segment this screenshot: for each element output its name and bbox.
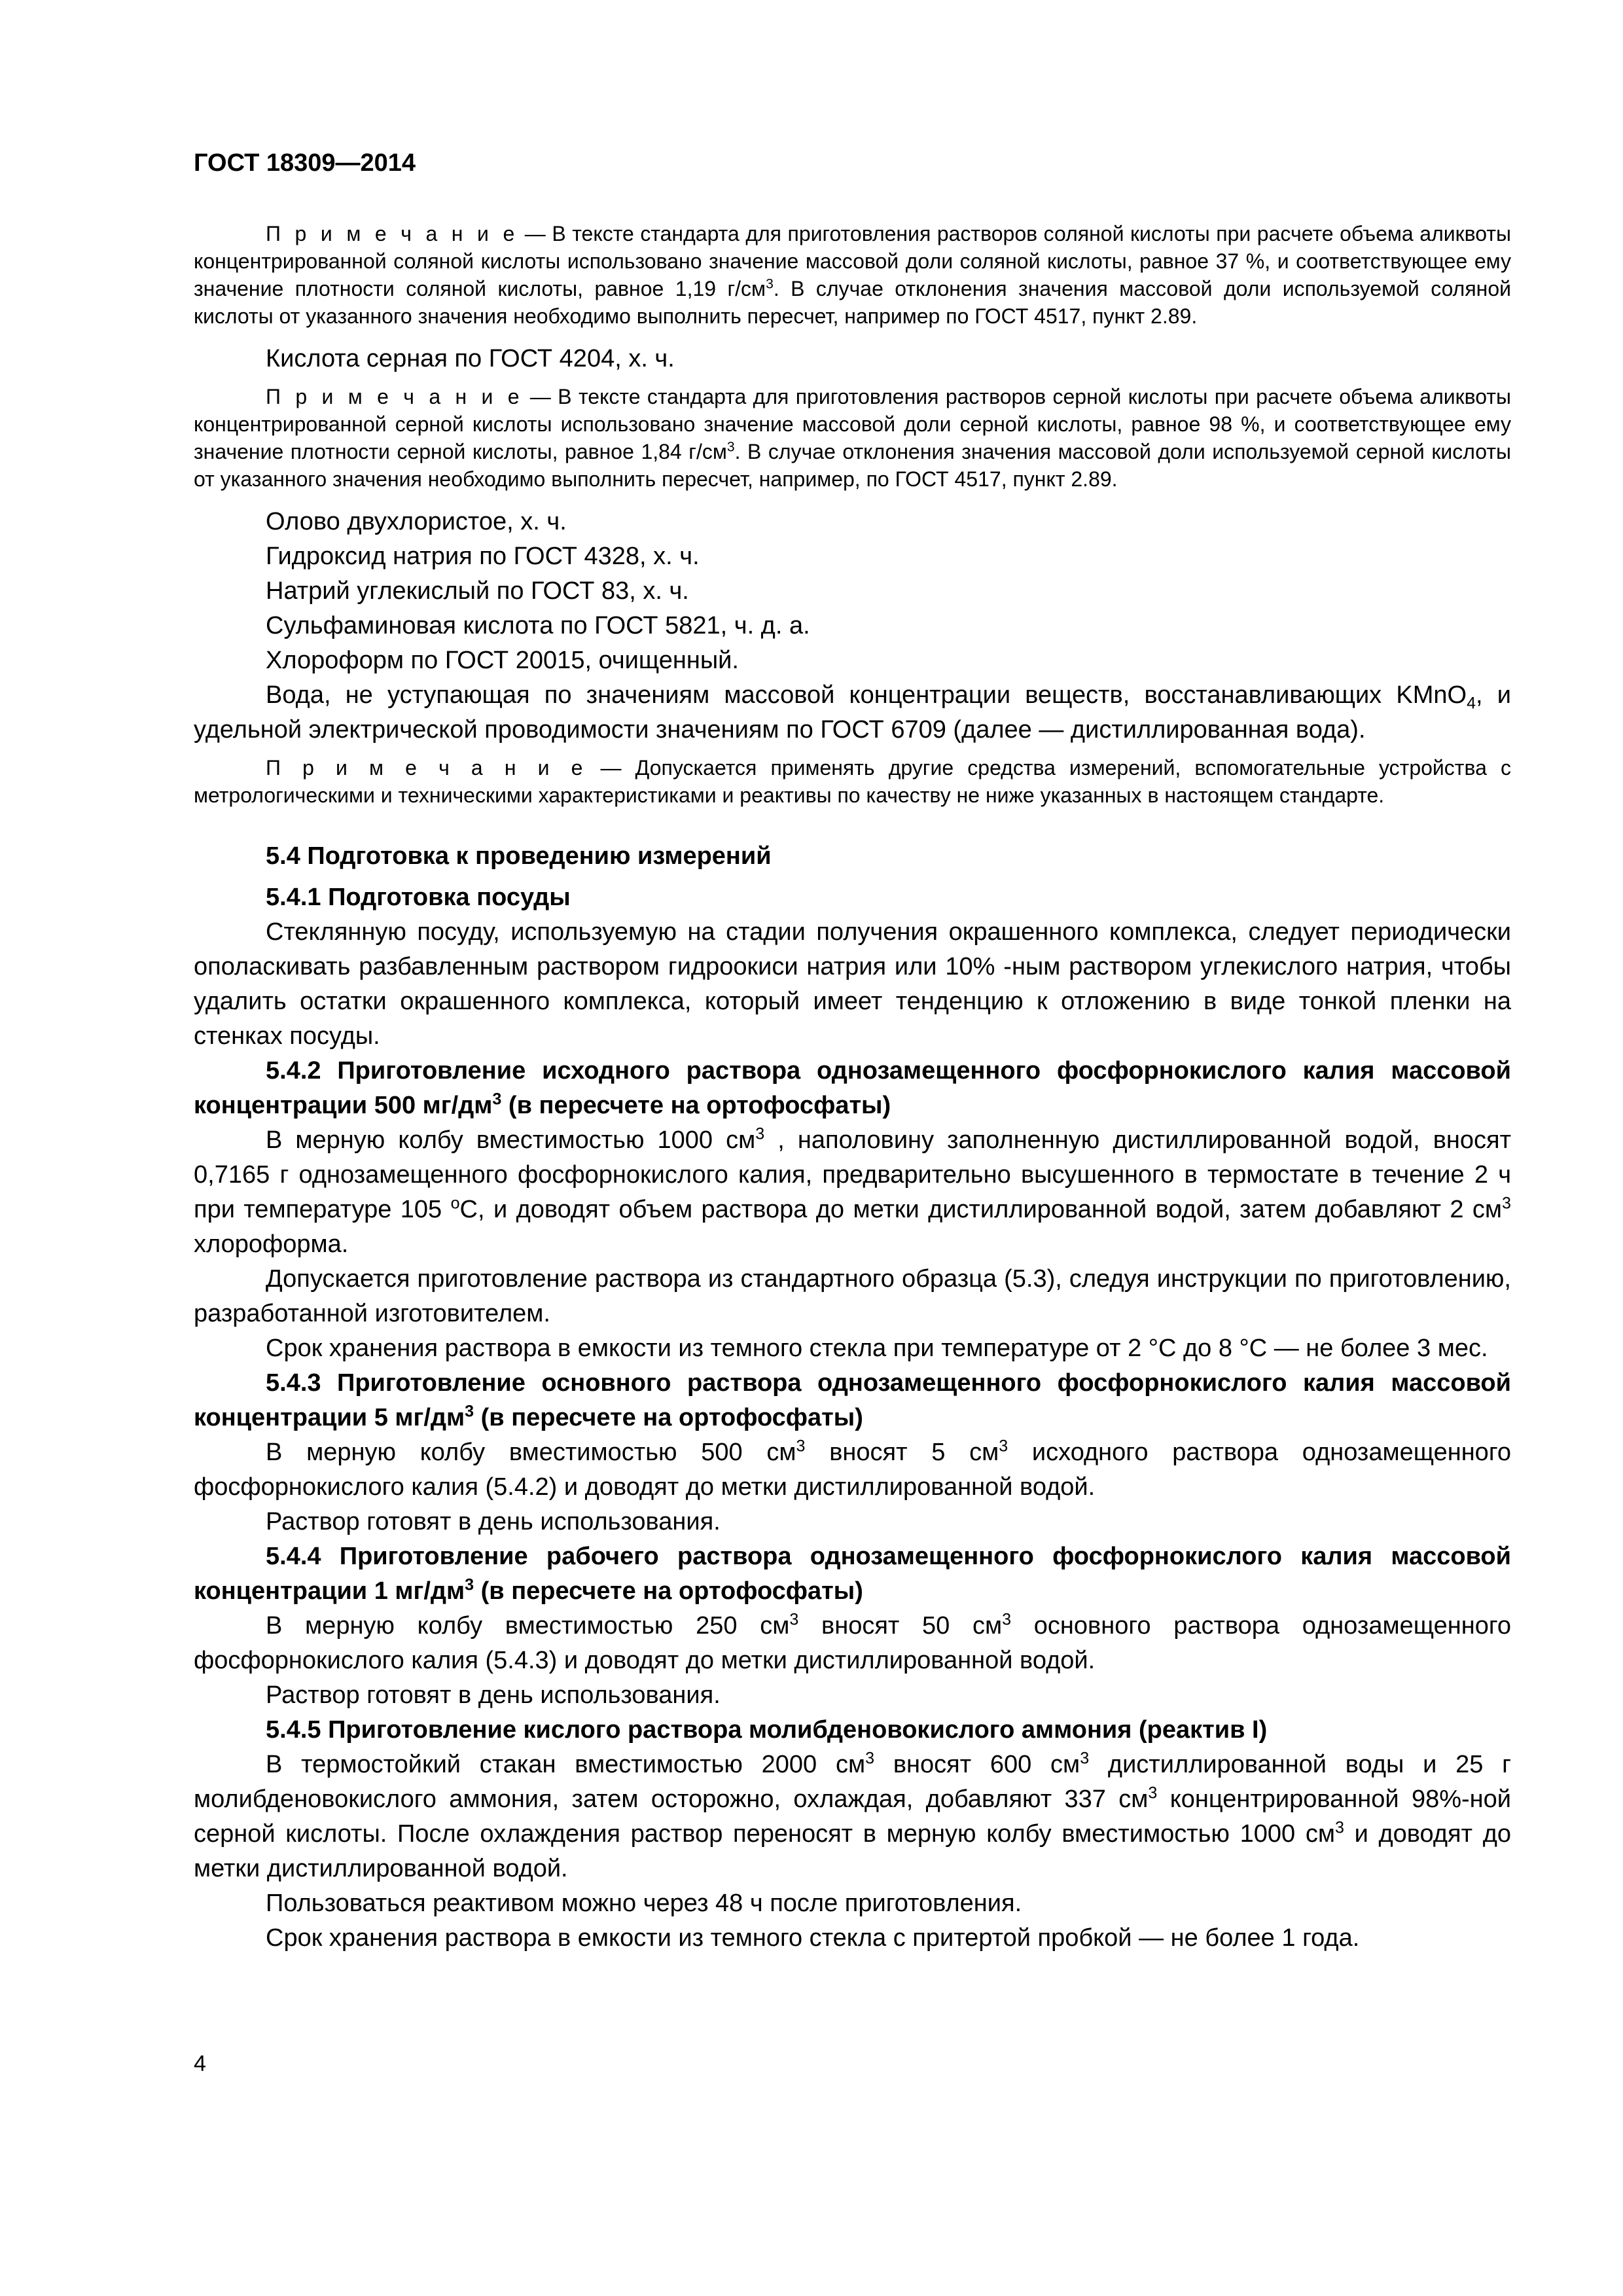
reagent-item: Натрий углекислый по ГОСТ 83, х. ч.	[266, 577, 689, 605]
note-label: П р и м е ч а н и е	[266, 756, 587, 780]
section-5-4-2-text: В мерную колбу вместимостью 1000 $см^3$ , наполовину заполненную дистиллированной водой, вносят 0,7165 г однозамещенного фосфорнокислого калия, предварительно высушенного в термостате в течение 2 ч при температуре 105 $^о$С, и доводят объем раствора до метки дистиллированной водой, затем добавляют 2 $см^3$ хлороформа.	[194, 1124, 1511, 1258]
document-id-header: ГОСТ 18309—2014	[194, 149, 416, 177]
note-hydrochloric-acid: П р и м е ч а н и е — В тексте стандарта для приготовления растворов соляной кислоты при расчете объема аликвоты концентрированной соляной кислоты использовано значение массовой доли соляной кислоты, равное 37 %, и соответствующее ему значение плотности соляной кислоты, равное 1,19 $г/см^3$. В случае отклонения значения массовой доли используемой соляной кислоты от указанного значения необходимо выполнить пересчет, например по ГОСТ 4517, пункт 2.89.	[194, 222, 1512, 328]
section-5-4-4-usage: Раствор готовят в день использования.	[266, 1681, 721, 1709]
section-5-4-3-text: В мерную колбу вместимостью 500 $см^3$ вносят 5 $см^3$ исходного раствора однозамещенного фосфорнокислого калия (5.4.2) и доводят до метки дистиллированной водой.	[194, 1437, 1511, 1501]
section-5-4-3-usage: Раствор готовят в день использования.	[266, 1508, 721, 1535]
note-equivalents: П р и м е ч а н и е — Допускается применять другие средства измерений, вспомогательные устройства с метрологическими и техническими характеристиками и реактивы по качеству не ниже указанных в настоящем стандарте.	[194, 756, 1511, 807]
section-5-4-2-title: 5.4.2 Приготовление исходного раствора однозамещенного фосфорнокислого калия массовой концентрации 500 $мг/дм^3$ (в пересчете на ортофосфаты)	[194, 1057, 1511, 1119]
reagent-sulfuric-acid: Кислота серная по ГОСТ 4204, х. ч.	[266, 345, 675, 372]
section-5-4-4-text: В мерную колбу вместимостью 250 $см^3$ вносят 50 $см^3$ основного раствора однозамещенного фосфорнокислого калия (5.4.3) и доводят до метки дистиллированной водой.	[194, 1610, 1511, 1674]
reagent-item: Хлороформ по ГОСТ 20015, очищенный.	[266, 647, 739, 674]
note-sulfuric-acid: П р и м е ч а н и е — В тексте стандарта для приготовления растворов серной кислоты при расчете объема аликвоты концентрированной серной кислоты использовано значение массовой доли серной кислоты, равное 98 %, и соответствующее ему значение плотности серной кислоты, равное 1,84 $г/см^3$. В случае отклонения значения массовой доли используемой серной кислоты от указанного значения необходимо выполнить пересчет, например, по ГОСТ 4517, пункт 2.89.	[194, 385, 1512, 491]
section-5-4-2-standard-sample: Допускается приготовление раствора из стандартного образца (5.3), следуя инструкции по приготовлению, разработанной изготовителем.	[194, 1265, 1511, 1327]
reagent-item: Сульфаминовая кислота по ГОСТ 5821, ч. д. а.	[266, 612, 810, 639]
section-5-4-3-title: 5.4.3 Приготовление основного раствора однозамещенного фосфорнокислого калия массовой концентрации 5 $мг/дм^3$ (в пересчете на ортофосфаты)	[194, 1369, 1511, 1431]
section-5-4-1-title: 5.4.1 Подготовка посуды	[266, 884, 571, 911]
note-label: П р и м е ч а н и е	[266, 385, 524, 408]
section-5-4-title: 5.4 Подготовка к проведению измерений	[266, 842, 772, 870]
section-5-4-5-storage: Срок хранения раствора в емкости из темного стекла с притертой пробкой — не более 1 года.	[266, 1924, 1360, 1952]
section-5-4-4-title: 5.4.4 Приготовление рабочего раствора однозамещенного фосфорнокислого калия массовой концентрации 1 $мг/дм^3$ (в пересчете на ортофосфаты)	[194, 1543, 1511, 1605]
section-5-4-5-title: 5.4.5 Приготовление кислого раствора молибденовокислого аммония (реактив I)	[266, 1716, 1268, 1744]
section-5-4-1-text: Стеклянную посуду, используемую на стадии получения окрашенного комплекса, следует периодически ополаскивать разбавленным раствором гидроокиси натрия или 10% -ным раствором углекислого натрия, чтобы удалить остатки окрашенного комплекса, который имеет тенденцию к отложению в виде тонкой пленки на стенках посуды.	[194, 918, 1511, 1050]
page-number: 4	[194, 2051, 206, 2076]
reagent-item: Гидроксид натрия по ГОСТ 4328, х. ч.	[266, 543, 700, 570]
reagent-water: Вода, не уступающая по значениям массовой концентрации веществ, восстанавливающих KMnO$_4$, и удельной электрической проводимости значениям по ГОСТ 6709 (далее — дистиллированная вода).	[194, 681, 1511, 744]
reagent-item: Олово двухлористое, х. ч.	[266, 508, 567, 535]
page-content	[194, 220, 1511, 1956]
section-5-4-2-storage: Срок хранения раствора в емкости из темного стекла при температуре от 2 °С до 8 °С — не более 3 мес.	[266, 1335, 1488, 1362]
section-5-4-5-usage: Пользоваться реактивом можно через 48 ч после приготовления.	[266, 1890, 1022, 1917]
note-label: П р и м е ч а н и е	[266, 222, 519, 245]
section-5-4-5-text: В термостойкий стакан вместимостью 2000 $см^3$ вносят 600 $см^3$ дистиллированной воды и 25 г молибденовокислого аммония, затем осторожно, охлаждая, добавляют 337 $см^3$ концентрированной 98%-ной серной кислоты. После охлаждения раствор переносят в мерную колбу вместимостью 1000 $см^3$ и доводят до метки дистиллированной водой.	[194, 1749, 1511, 1882]
document-page	[194, 0, 1511, 2296]
